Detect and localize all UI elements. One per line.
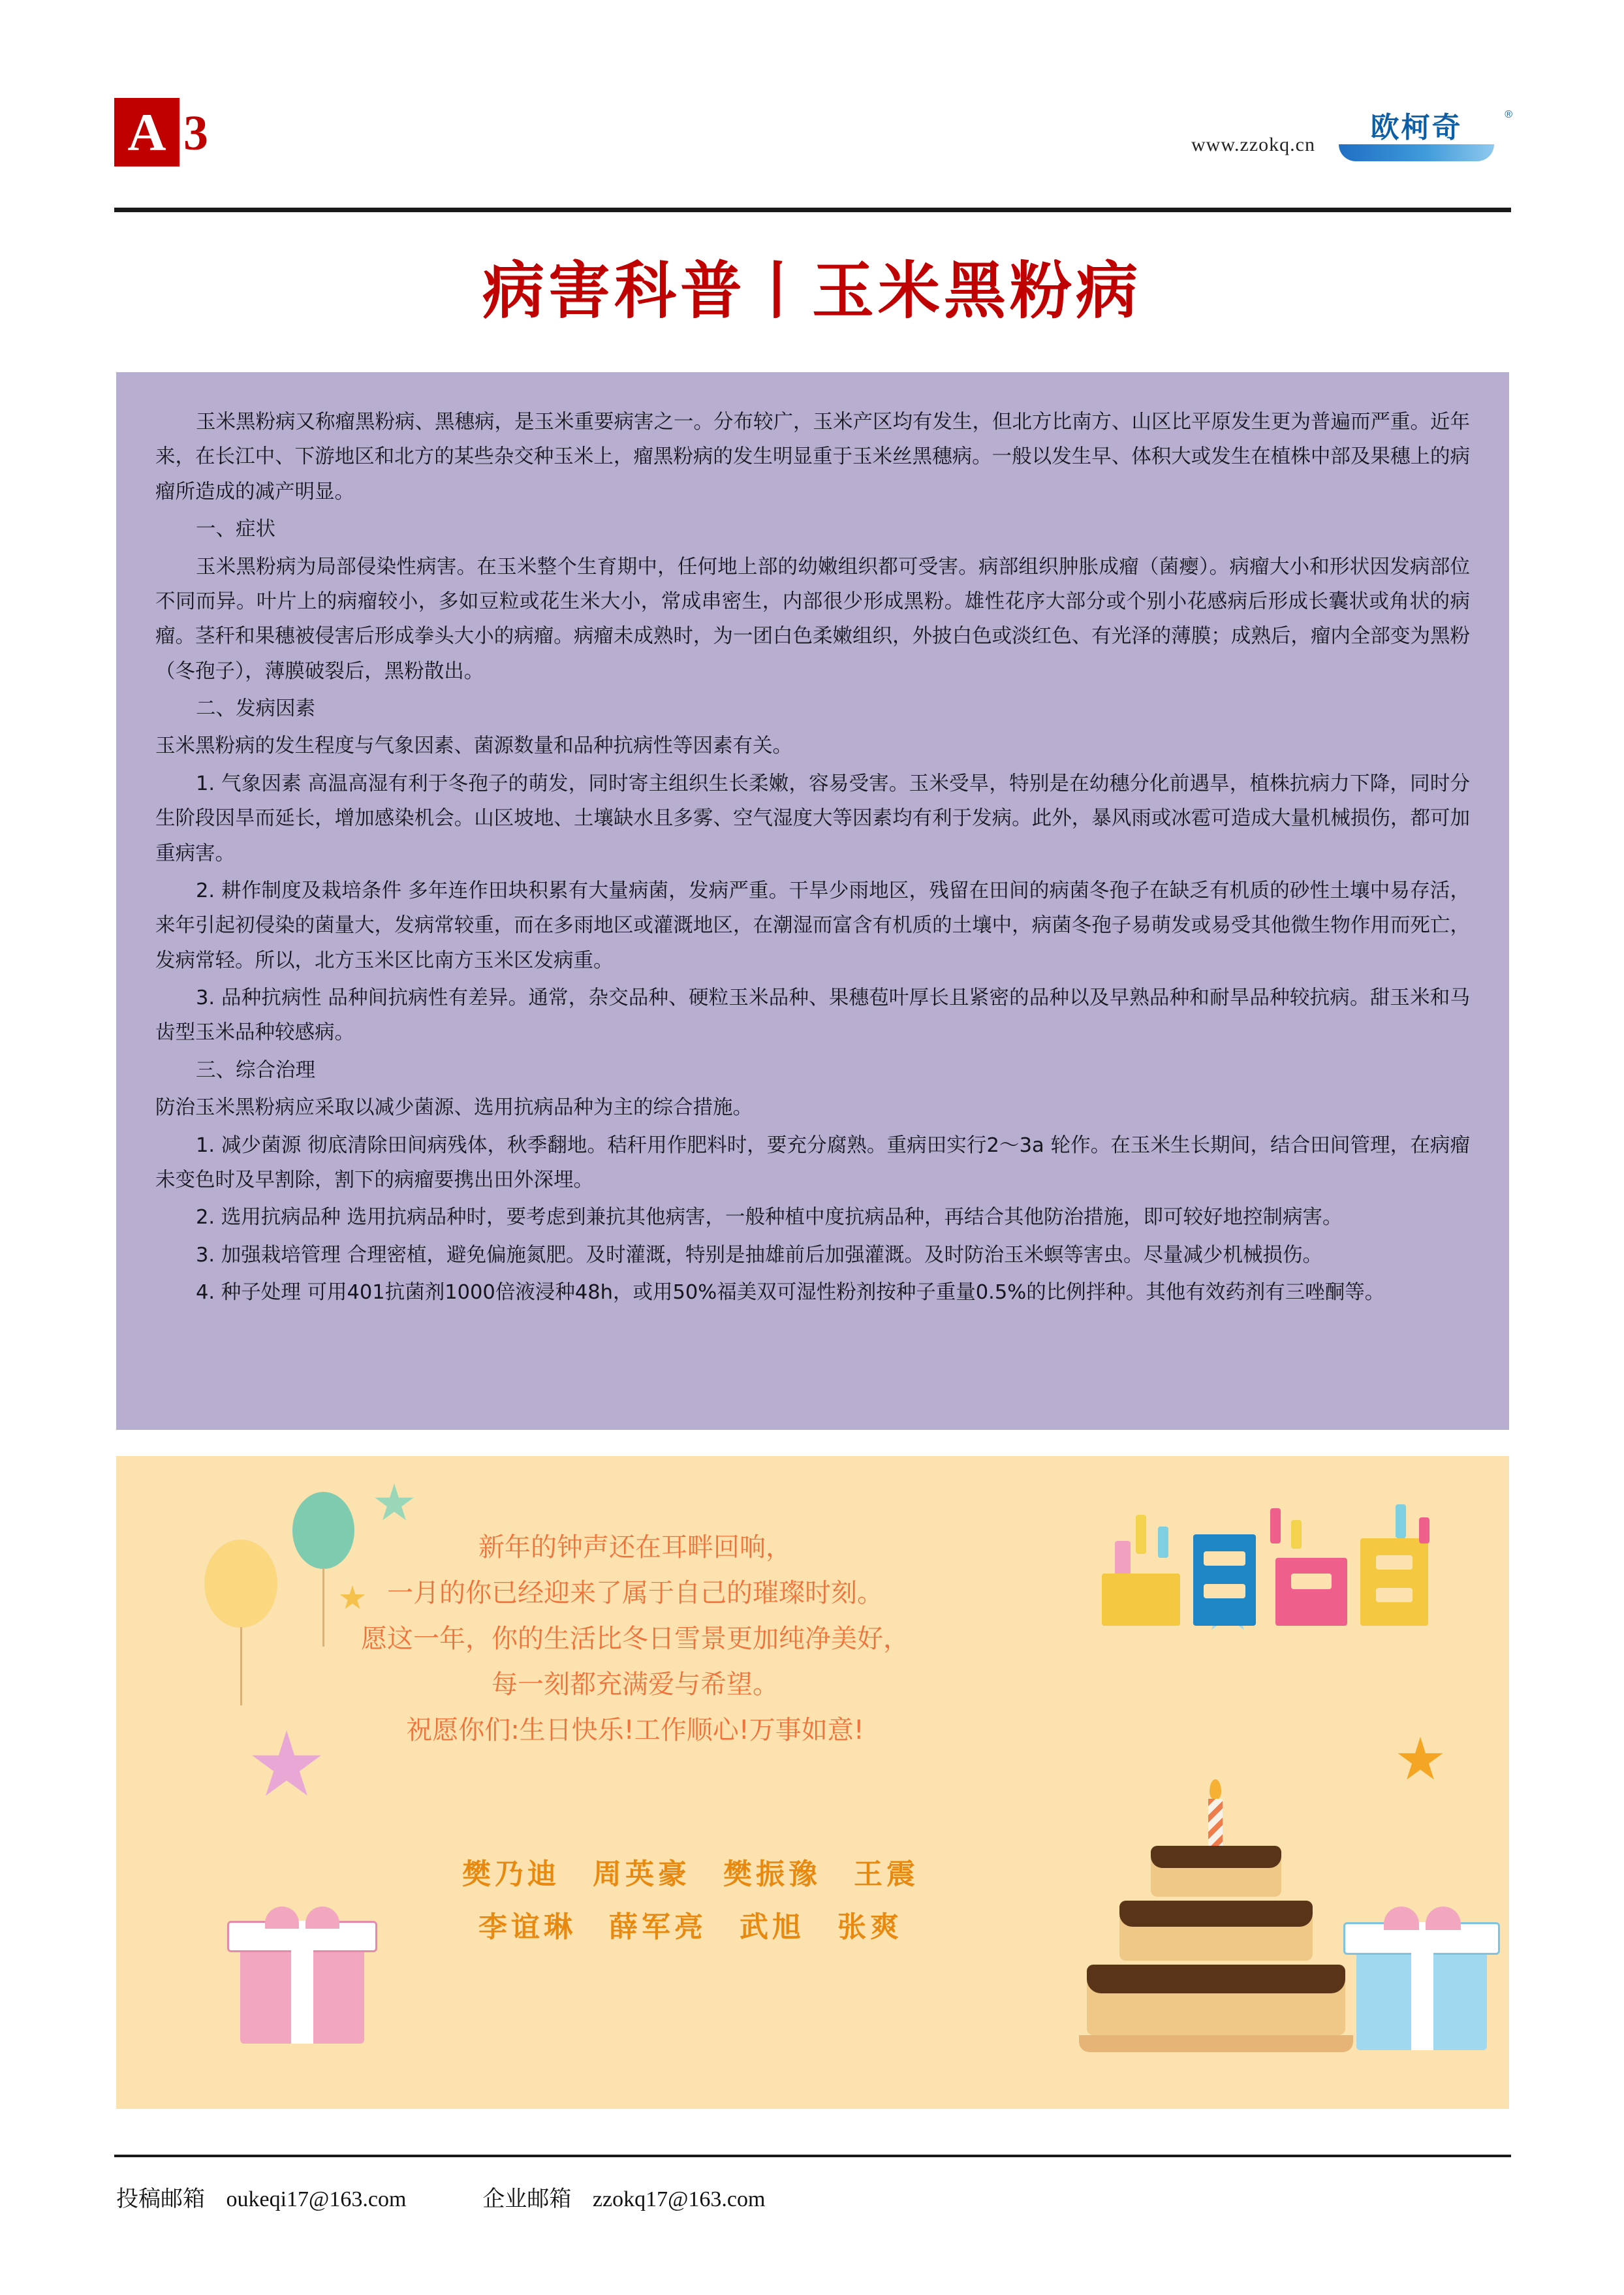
footer-divider xyxy=(114,2155,1511,2157)
brand-logo xyxy=(1335,108,1511,166)
cake-frosting xyxy=(1087,1965,1345,1993)
article-paragraph: 玉米黑粉病的发生程度与气象因素、菌源数量和品种抗病性等因素有关。 xyxy=(155,735,792,758)
article-paragraph: 2. 选用抗病品种 选用抗病品种时，要考虑到兼抗其他病害，一般种植中度抗病品种，再结合其他防治措施，即可较好地控制病害。 xyxy=(196,1206,1343,1229)
article-paragraph: 玉米黑粉病为局部侵染性病害。在玉米整个生育期中，任何地上部的幼嫩组织都可受害。病部组织肿胀成瘤（菌瘿）。病瘤大小和形状因发病部位不同而异。叶片上的病瘤较小，多如豆粒或花生米大小，常成串密生，内部很少形成黑粉。雄性花序大部分或个别小花感病后形成长囊状或角状的病瘤。茎秆和果穗被侵害后形成拳头大小的病瘤。病瘤未成熟时，为一团白色柔嫩组织，外披白色或淡红色、有光泽的薄膜；成熟后，瘤内全部变为黑粉（冬孢子），薄膜破裂后，黑粉散出。 xyxy=(155,555,1470,683)
article-paragraph: 1. 减少菌源 彻底清除田间病残体，秋季翻地。秸秆用作肥料时，要充分腐熟。重病田实行2～3a 轮作。在玉米生长期间，结合田间管理，在病瘤未变色时及早割除，割下的病瘤要携出田外深埋。 xyxy=(155,1133,1470,1192)
logo-swoosh-icon xyxy=(1339,144,1494,161)
cake-plate xyxy=(1079,2035,1353,2052)
article-paragraph: 玉米黑粉病又称瘤黑粉病、黑穗病，是玉米重要病害之一。分布较广，玉米产区均有发生，但北方比南方、山区比平原发生更为普遍而严重。近年来，在长江中、下游地区和北方的某些杂交种玉米上，瘤黑粉病的发生明显重于玉米丝黑穗病。一般以发生早、体积大或发生在植株中部及果穗上的病瘤所造成的减产明显。 xyxy=(155,411,1470,503)
article-heading-symptoms: 一、症状 xyxy=(196,518,275,541)
candle-stripe-icon xyxy=(1208,1799,1223,1851)
page-title: 病害科普丨玉米黑粉病 xyxy=(482,255,1142,327)
birthday-message-line: 愿这一年，你的生活比冬日雪景更加纯净美好， xyxy=(361,1624,909,1654)
birthday-message-line: 一月的你已经迎来了属于自己的璀璨时刻。 xyxy=(387,1578,883,1608)
gift-box-icon xyxy=(227,1907,377,2044)
cake-frosting xyxy=(1151,1846,1281,1868)
page-number-badge xyxy=(114,98,208,168)
article-paragraph: 4. 种子处理 可用401抗菌剂1000倍液浸种48h，或用50%福美双可湿性粉剂按种子重量0.5%的比例拌种。其他有效药剂有三唑酮等。 xyxy=(196,1281,1385,1304)
birthday-name-row: 李谊琳 薛军亮 武旭 张爽 xyxy=(478,1910,903,1944)
birthday-name-list xyxy=(390,1848,991,1954)
article-paragraph: 2. 耕作制度及栽培条件 多年连作田块积累有大量病菌，发病严重。干旱少雨地区，残留在田间的病菌冬孢子在缺乏有机质的砂性土壤中易存活，来年引起初侵染的菌量大，发病常较重，而在多雨地区或灌溉地区，在潮湿而富含有机质的土壤中，病菌冬孢子易萌发或易受其他微生物作用而死亡，发病常轻。所以，北方玉米区比南方玉米区发病重。 xyxy=(155,879,1470,972)
article-body xyxy=(116,372,1509,1430)
logo-text: 欧柯奇 xyxy=(1335,108,1498,148)
birthday-panel xyxy=(116,1456,1509,2109)
birthday-message-line: 新年的钟声还在耳畔回响， xyxy=(478,1532,792,1562)
company-email-label: 企业邮箱 xyxy=(482,2187,572,2211)
cake-frosting xyxy=(1119,1901,1313,1927)
birthday-message-line: 每一刻都充满爱与希望。 xyxy=(492,1670,779,1700)
star-icon xyxy=(1397,1737,1444,1784)
candle-flame-icon xyxy=(1210,1779,1221,1800)
article-paragraph: 1. 气象因素 高温高湿有利于冬孢子的萌发，同时寄主组织生长柔嫩，容易受害。玉米受旱，特别是在幼穗分化前遇旱，植株抗病力下降，同时分生阶段因旱而延长，增加感染机会。山区坡地、土壤缺水且多雾、空气湿度大等因素均有利于发病。此外，暴风雨或冰雹可造成大量机械损伤，都可加重病害。 xyxy=(155,772,1470,865)
header-divider xyxy=(114,208,1511,212)
website-url[interactable]: www.zzokq.cn xyxy=(1191,134,1315,155)
article-paragraph: 3. 加强栽培管理 合理密植，避免偏施氮肥。及时灌溉，特别是抽雄前后加强灌溉。及时防治玉米螟等害虫。尽量减少机械损伤。 xyxy=(196,1243,1322,1267)
article-paragraph: 防治玉米黑粉病应采取以减少菌源、选用抗病品种为主的综合措施。 xyxy=(155,1096,753,1120)
birthday-cake-icon xyxy=(1079,1786,1353,2073)
article-heading-causes: 二、发病因素 xyxy=(196,697,315,720)
trademark-icon: ® xyxy=(1505,109,1512,120)
article-paragraph: 3. 品种抗病性 品种间抗病性有差异。通常，杂交品种、硬粒玉米品种、果穗苞叶厚长且紧密的品种以及早熟品种和耐旱品种较抗病。甜玉米和马齿型玉米品种较感病。 xyxy=(155,987,1470,1045)
birthday-message-line: 祝愿你们:生日快乐!工作顺心!万事如意! xyxy=(406,1715,864,1745)
star-icon xyxy=(374,1483,414,1524)
page-badge-letter: A xyxy=(114,98,180,166)
page-badge-number: 3 xyxy=(183,106,208,161)
gift-box-icon xyxy=(1343,1907,1500,2050)
happy-birthday-art xyxy=(1095,1495,1461,1645)
company-email-value[interactable]: zzokq17@163.com xyxy=(592,2187,766,2211)
page-footer xyxy=(116,2181,1513,2213)
birthday-message xyxy=(266,1525,1004,1753)
article-heading-management: 三、综合治理 xyxy=(196,1058,315,1082)
birthday-name-row: 樊乃迪 周英豪 樊振豫 王震 xyxy=(462,1858,919,1891)
submission-email-value[interactable]: oukeqi17@163.com xyxy=(226,2187,407,2211)
submission-email-label: 投稿邮箱 xyxy=(116,2187,205,2211)
balloon-string-icon xyxy=(240,1627,242,1705)
page-header xyxy=(114,85,1511,215)
